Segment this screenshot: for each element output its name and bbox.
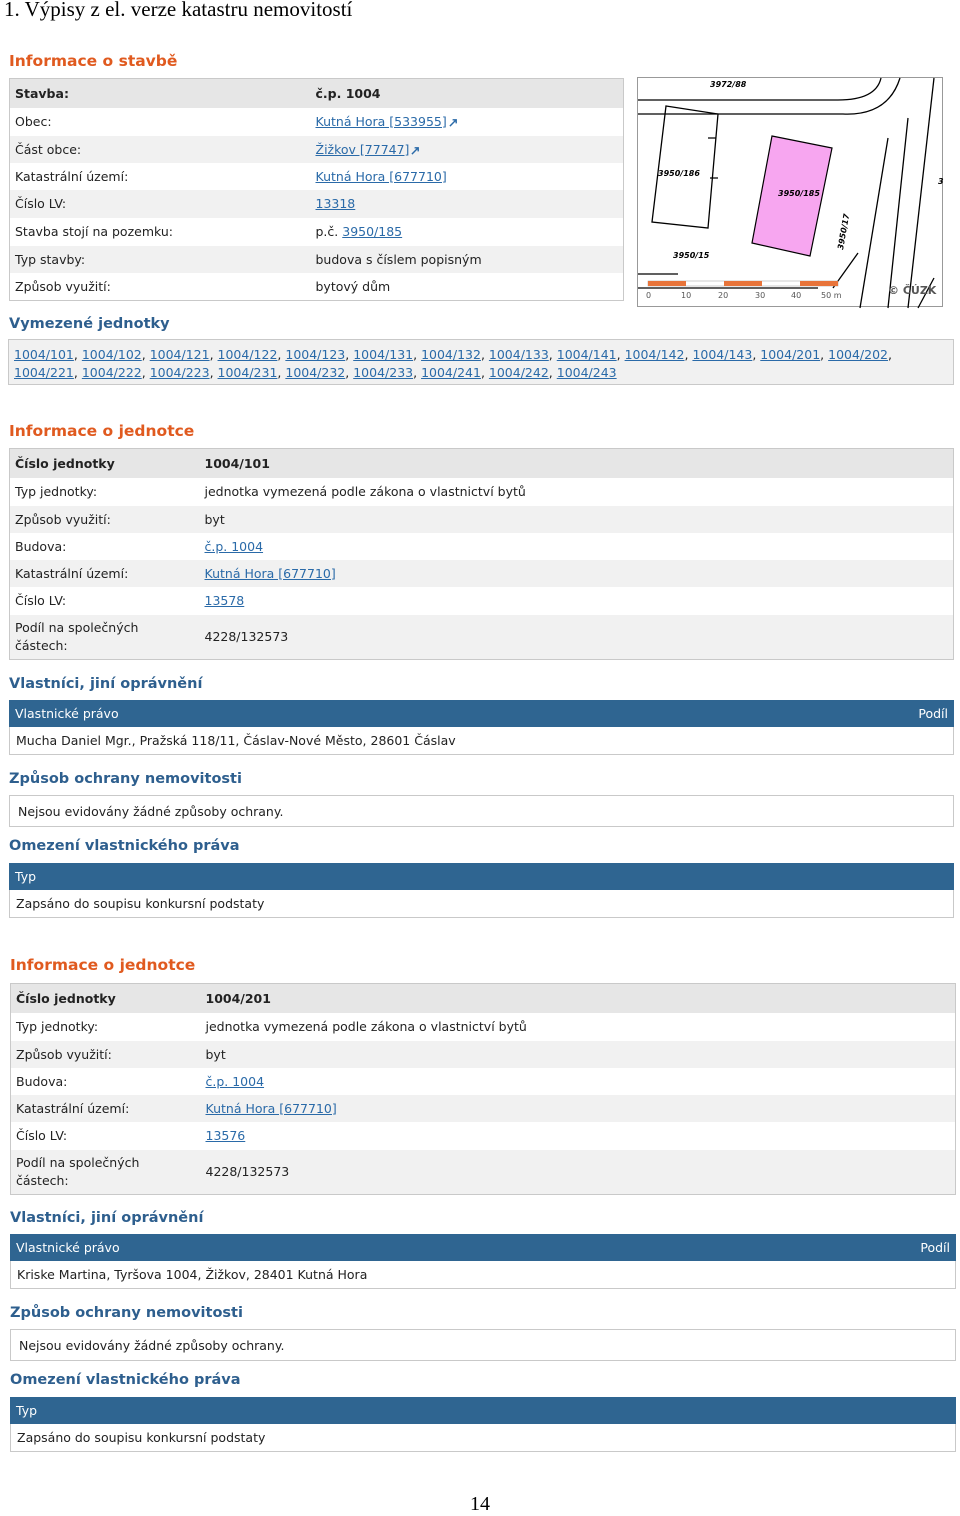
- building-row-lv: [10, 190, 624, 218]
- building-type: budova s číslem popisným: [311, 246, 624, 273]
- row-label: Typ stavby:: [10, 246, 311, 273]
- unit-link[interactable]: 1004/123: [285, 347, 346, 362]
- row-label: Podíl na společných částech:: [11, 1150, 201, 1195]
- row-label: Stavba:: [10, 79, 311, 108]
- building-info-table: [9, 78, 624, 301]
- lv-link[interactable]: 13578: [204, 593, 245, 608]
- owner-row: [10, 1261, 956, 1289]
- municipality-link[interactable]: Kutná Hora [533955]: [315, 114, 447, 129]
- external-link-icon[interactable]: [411, 146, 420, 155]
- row-label: Způsob využití:: [10, 273, 311, 301]
- ownership-header: Vlastnické právo: [15, 706, 119, 721]
- protection-box: [9, 795, 954, 827]
- cadastral-area-link[interactable]: Kutná Hora [677710]: [204, 565, 336, 581]
- units-list: 1004/101, 1004/102, 1004/121, 1004/122, 1004/123, 1004/131, 1004/132, 1004/133, 1004/141, 1004/142, 1004/143, 1004/201, 1004/202, 1004/221, 1004/222, 1004/223, 1004/231, 1004/232, 1004/233, 1004/241, 1004/242, 1004/243: [8, 339, 954, 385]
- share-header: Podíl: [918, 706, 948, 721]
- unit-row-usage: [11, 1041, 956, 1068]
- cadastral-area-link[interactable]: Kutná Hora [677710]: [315, 168, 447, 184]
- protection-box: [10, 1329, 956, 1361]
- building-number: č.p. 1004: [311, 79, 624, 108]
- building-row-obec: [10, 108, 624, 136]
- owner-name: Mucha Daniel Mgr., Pražská 118/11, Čáslav-Nové Město, 28601 Čáslav: [16, 733, 456, 748]
- owners-section-title: Vlastníci, jiní oprávnění: [10, 1210, 204, 1226]
- unit-link[interactable]: 1004/243: [556, 365, 617, 380]
- row-label: Typ jednotky:: [11, 1013, 201, 1041]
- row-label: Typ jednotky:: [10, 478, 200, 506]
- restriction-row: [9, 890, 954, 918]
- unit-link[interactable]: 1004/102: [81, 347, 142, 362]
- unit-type: jednotka vymezená podle zákona o vlastnictví bytů: [201, 1013, 956, 1041]
- parcel-link[interactable]: 3950/185: [342, 224, 403, 239]
- unit-link[interactable]: 1004/233: [353, 365, 414, 380]
- unit-number: 1004/201: [201, 984, 956, 1013]
- row-label: Číslo jednotky: [10, 449, 200, 478]
- unit-section-title: Informace o jednotce: [9, 422, 195, 440]
- restriction-text: Zapsáno do soupisu konkursní podstaty: [16, 896, 265, 911]
- unit-row-building: [10, 533, 954, 560]
- map-label: 3950/185: [778, 189, 820, 198]
- map-label: 3950/17: [836, 213, 852, 251]
- unit-usage: byt: [201, 1041, 956, 1068]
- unit-row-ku: [11, 1095, 956, 1122]
- building-link[interactable]: č.p. 1004: [205, 1073, 265, 1089]
- unit-row-usage: [10, 506, 954, 533]
- map-label: 3950/15: [673, 251, 710, 260]
- row-label: Obec:: [10, 108, 311, 136]
- map-label: 3972/88: [710, 80, 747, 89]
- unit-link[interactable]: 1004/231: [217, 365, 278, 380]
- unit-info-table: [10, 983, 956, 1195]
- row-label: Část obce:: [10, 136, 311, 163]
- row-label: Katastrální území:: [11, 1095, 201, 1122]
- units-section-title: Vymezené jednotky: [9, 316, 170, 332]
- unit-link[interactable]: 1004/121: [149, 347, 210, 362]
- owners-header-bar: [10, 1234, 956, 1261]
- protection-text: Nejsou evidovány žádné způsoby ochrany.: [18, 803, 284, 819]
- unit-section-title: Informace o jednotce: [10, 956, 196, 974]
- lv-link[interactable]: 13318: [315, 196, 356, 211]
- unit-link[interactable]: 1004/202: [828, 347, 889, 362]
- map-label: 3: [938, 177, 944, 186]
- unit-link[interactable]: 1004/122: [217, 347, 278, 362]
- unit-row-share: [11, 1150, 956, 1195]
- building-row-cast-obce: [10, 136, 624, 163]
- row-label: Způsob využití:: [11, 1041, 201, 1068]
- building-row-typ: [10, 246, 624, 273]
- share-header: Podíl: [920, 1240, 950, 1255]
- scale-tick: 0: [646, 291, 652, 300]
- protection-text: Nejsou evidovány žádné způsoby ochrany.: [19, 1337, 285, 1353]
- owners-header-bar: [9, 700, 954, 727]
- restriction-section-title: Omezení vlastnického práva: [9, 838, 240, 854]
- lv-link[interactable]: 13576: [205, 1128, 246, 1143]
- unit-link[interactable]: 1004/223: [149, 365, 210, 380]
- protection-section-title: Způsob ochrany nemovitosti: [9, 771, 242, 787]
- building-usage: bytový dům: [311, 273, 624, 301]
- unit-row-number: [11, 984, 956, 1013]
- unit-usage: byt: [200, 506, 954, 533]
- scale-tick: 20: [718, 291, 729, 300]
- row-label: Číslo LV:: [10, 190, 311, 218]
- page-number: 14: [470, 1493, 490, 1515]
- building-row-ku: [10, 163, 624, 190]
- unit-number: 1004/101: [200, 449, 954, 478]
- map-scale-bar: [648, 281, 838, 286]
- row-label: Číslo LV:: [11, 1122, 201, 1150]
- unit-row-type: [11, 1013, 956, 1041]
- unit-row-building: [11, 1068, 956, 1095]
- restriction-row: [10, 1424, 956, 1452]
- ownership-header: Vlastnické právo: [16, 1240, 120, 1255]
- owner-row: [9, 727, 954, 755]
- restriction-header-bar: [9, 863, 954, 890]
- unit-link[interactable]: 1004/222: [81, 365, 142, 380]
- cuzk-copyright: © ČÚZK: [888, 284, 937, 297]
- parcel-prefix: p.č.: [315, 224, 339, 239]
- unit-link[interactable]: 1004/201: [760, 347, 821, 362]
- unit-row-lv: [10, 587, 954, 615]
- external-link-icon[interactable]: [449, 118, 458, 127]
- cadastral-map[interactable]: [637, 77, 943, 307]
- restriction-header-bar: [10, 1397, 956, 1424]
- building-row-vyuziti: [10, 273, 624, 301]
- unit-row-number: [10, 449, 954, 478]
- unit-info-table: [9, 448, 954, 660]
- unit-row-share: [10, 615, 954, 660]
- building-row-stavba: [10, 79, 624, 108]
- scale-tick: 10: [681, 291, 692, 300]
- row-label: Budova:: [11, 1068, 201, 1095]
- map-label: 3950/186: [658, 169, 700, 178]
- cadastral-area-link[interactable]: Kutná Hora [677710]: [205, 1100, 337, 1116]
- restriction-text: Zapsáno do soupisu konkursní podstaty: [17, 1430, 266, 1445]
- scale-tick: 40: [791, 291, 802, 300]
- document-heading: 1. Výpisy z el. verze katastru nemovitostí: [4, 0, 353, 21]
- unit-row-type: [10, 478, 954, 506]
- row-label: Katastrální území:: [10, 163, 311, 190]
- building-row-pozemek: [10, 218, 624, 246]
- unit-link[interactable]: 1004/141: [556, 347, 617, 362]
- unit-link[interactable]: 1004/143: [692, 347, 753, 362]
- restriction-section-title: Omezení vlastnického práva: [10, 1372, 241, 1388]
- unit-row-ku: [10, 560, 954, 587]
- unit-link[interactable]: 1004/142: [624, 347, 685, 362]
- row-label: Způsob využití:: [10, 506, 200, 533]
- common-share: 4228/132573: [200, 615, 954, 660]
- row-label: Katastrální území:: [10, 560, 200, 587]
- map-drawing: [638, 78, 944, 308]
- unit-link[interactable]: 1004/131: [353, 347, 414, 362]
- unit-link[interactable]: 1004/241: [421, 365, 481, 380]
- row-label: Podíl na společných částech:: [10, 615, 200, 660]
- unit-link[interactable]: 1004/221: [14, 365, 74, 380]
- owners-section-title: Vlastníci, jiní oprávnění: [9, 676, 203, 692]
- row-label: Číslo LV:: [10, 587, 200, 615]
- unit-type: jednotka vymezená podle zákona o vlastnictví bytů: [200, 478, 954, 506]
- municipality-part-link[interactable]: Žižkov [77747]: [315, 141, 410, 157]
- row-label: Číslo jednotky: [11, 984, 201, 1013]
- building-link[interactable]: č.p. 1004: [204, 538, 264, 554]
- common-share: 4228/132573: [201, 1150, 956, 1195]
- unit-link[interactable]: 1004/133: [488, 347, 549, 362]
- restriction-type-header: Typ: [16, 1403, 38, 1418]
- unit-link[interactable]: 1004/242: [488, 365, 549, 380]
- row-label: Stavba stojí na pozemku:: [10, 218, 311, 246]
- scale-tick: 50 m: [821, 291, 842, 300]
- owner-name: Kriske Martina, Tyršova 1004, Žižkov, 28401 Kutná Hora: [17, 1267, 368, 1282]
- unit-link[interactable]: 1004/132: [421, 347, 481, 362]
- restriction-type-header: Typ: [15, 869, 37, 884]
- scale-tick: 30: [755, 291, 766, 300]
- row-label: Budova:: [10, 533, 200, 560]
- unit-link[interactable]: 1004/101: [14, 347, 74, 362]
- unit-link[interactable]: 1004/232: [285, 365, 346, 380]
- unit-row-lv: [11, 1122, 956, 1150]
- protection-section-title: Způsob ochrany nemovitosti: [10, 1305, 243, 1321]
- building-section-title: Informace o stavbě: [9, 52, 178, 70]
